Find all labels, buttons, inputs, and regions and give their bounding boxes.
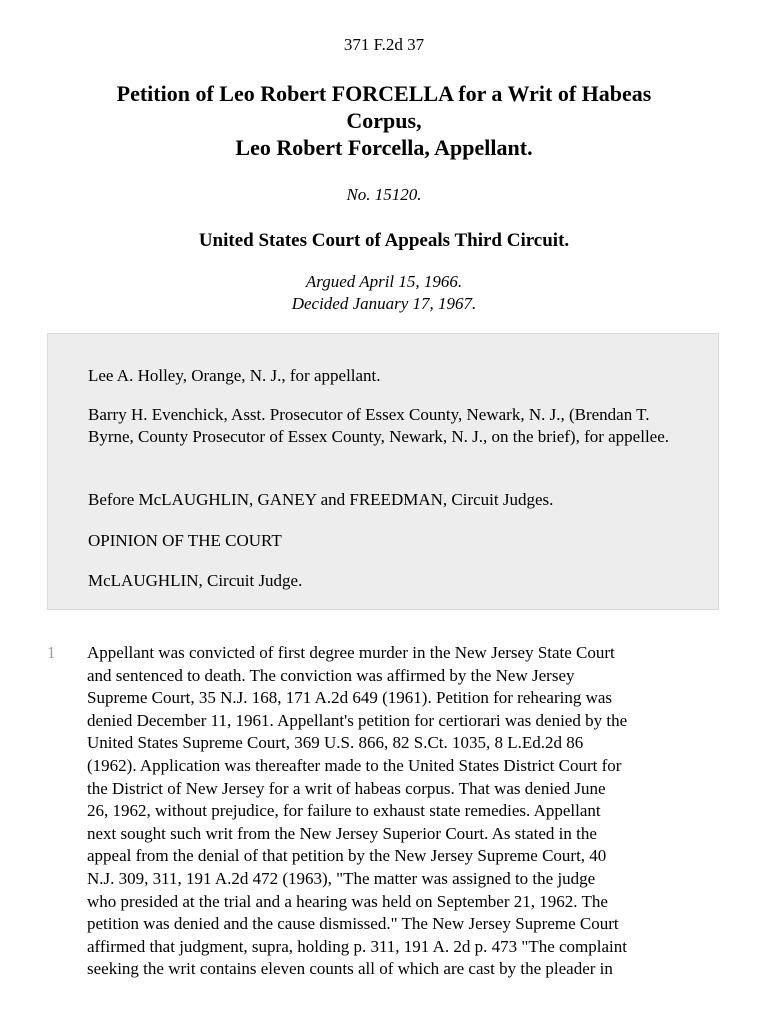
paragraph-line: seeking the writ contains eleven counts all of which are cast by the pleader in (87, 959, 613, 979)
paragraph-line: the District of New Jersey for a writ of habeas corpus. That was denied June (87, 778, 606, 798)
paragraph-line: United States Supreme Court, 369 U.S. 866, 82 S.Ct. 1035, 8 L.Ed.2d 86 (87, 733, 584, 753)
paragraph-line: Supreme Court, 35 N.J. 168, 171 A.2d 649 (1961). Petition for rehearing was (87, 688, 613, 708)
paragraph-line: appeal from the denial of that petition by the New Jersey Supreme Court, 40 (87, 846, 607, 866)
court-name: United States Court of Appeals Third Circuit. (198, 230, 570, 251)
paragraph-line: who presided at the trial and a hearing was held on September 21, 1962. The (87, 891, 608, 911)
case-title-line: Leo Robert Forcella, Appellant. (235, 135, 533, 160)
paragraph-line: denied December 11, 1961. Appellant's petition for certiorari was denied by the (87, 710, 628, 730)
paragraph-line: 26, 1962, without prejudice, for failure to exhaust state remedies. Appellant (87, 801, 601, 821)
paragraph-line: petition was denied and the cause dismissed." The New Jersey Supreme Court (87, 914, 619, 934)
opinion-author: McLAUGHLIN, Circuit Judge. (88, 571, 303, 590)
paragraph-line: Appellant was convicted of first degree murder in the New Jersey State Court (87, 643, 615, 662)
case-info-box (47, 333, 719, 610)
reporter-citation: 371 F.2d 37 (343, 35, 425, 54)
paragraph-line: (1962). Application was thereafter made to the United States District Court for (87, 755, 622, 775)
counsel-appellee: Barry H. Evenchick, Asst. Prosecutor of Essex County, Newark, N. J., (Brendan T. Byrne, County Prosecutor of Essex County, Newark, N. J., on the brief), for appellee. (88, 405, 670, 446)
argued-date: Argued April 15, 1966. (305, 272, 463, 291)
paragraph-line: next sought such writ from the New Jersey Superior Court. As stated in the (87, 823, 597, 843)
paragraph-line: and sentenced to death. The conviction was affirmed by the New Jersey (87, 665, 575, 685)
paragraph-number: 1 (47, 643, 56, 662)
paragraph-line: affirmed that judgment, supra, holding p. 311, 191 A. 2d p. 473 "The complaint (87, 936, 627, 956)
opinion-heading: OPINION OF THE COURT (88, 531, 282, 550)
case-title-line: Corpus, (346, 108, 422, 133)
case-dates (0, 271, 768, 315)
case-title (60, 80, 708, 161)
docket-number: No. 15120. (346, 185, 422, 204)
decided-date: Decided January 17, 1967. (291, 294, 477, 313)
counsel-appellant: Lee A. Holley, Orange, N. J., for appellant. (88, 366, 381, 385)
panel-judges: Before McLAUGHLIN, GANEY and FREEDMAN, Circuit Judges. (88, 490, 554, 509)
case-title-line: Petition of Leo Robert FORCELLA for a Writ of Habeas (116, 81, 652, 106)
opinion-paragraph (87, 642, 721, 981)
paragraph-line: N.J. 309, 311, 191 A.2d 472 (1963), "The matter was assigned to the judge (87, 868, 596, 888)
